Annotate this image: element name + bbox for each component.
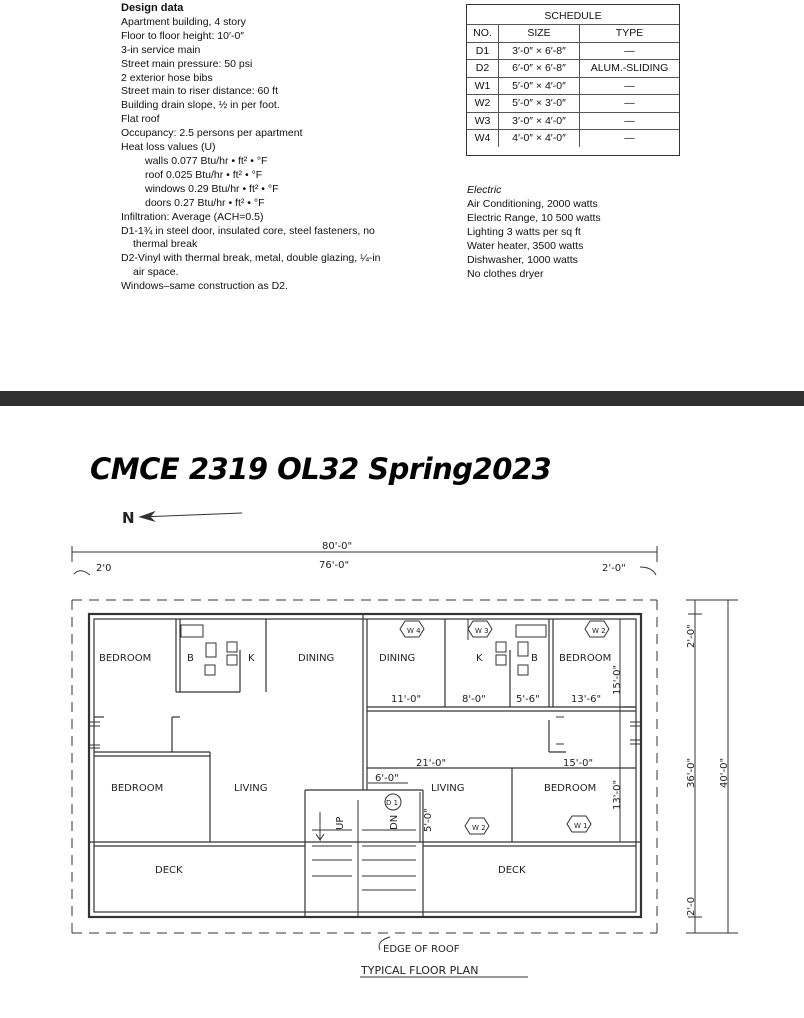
- schedule-cell: —: [580, 130, 680, 147]
- room-deck: DECK: [155, 865, 183, 876]
- stairs: [312, 800, 416, 917]
- plan-caption: TYPICAL FLOOR PLAN: [361, 964, 479, 977]
- tag-w1: W 1: [574, 822, 588, 830]
- room-bedroom: BEDROOM: [111, 783, 164, 794]
- schedule-cell: 6′-0″ × 6′-8″: [499, 60, 580, 78]
- stair-up-label: UP: [335, 816, 346, 830]
- course-title: CMCE 2319 OL32 Spring2023: [90, 452, 552, 486]
- north-arrow: [140, 512, 242, 521]
- room-bedroom: BEDROOM: [544, 783, 597, 794]
- u-value-line: roof 0.025 Btu/hr • ft² • °F: [145, 168, 263, 181]
- room-dining: DINING: [298, 653, 335, 664]
- room-kitchen: K: [476, 653, 483, 664]
- tag-w4: W 4: [407, 627, 421, 635]
- design-line: Street main pressure: 50 psi: [121, 57, 253, 70]
- design-line: Flat roof: [121, 113, 160, 126]
- electric-title: Electric: [467, 184, 502, 196]
- dim-36-0: 36'-0": [686, 757, 697, 788]
- design-line: 3-in service main: [121, 43, 201, 56]
- design-line: Apartment building, 4 story: [121, 15, 246, 28]
- infiltration-line: Infiltration: Average (ACH=0.5): [121, 210, 264, 223]
- schedule-header: TYPE: [580, 25, 680, 43]
- u-value-line: walls 0.077 Btu/hr • ft² • °F: [145, 154, 268, 167]
- right-overhang-dimension: 2'-0": [602, 563, 626, 574]
- electric-line: Water heater, 3500 watts: [467, 240, 584, 252]
- electric-line: Air Conditioning, 2000 watts: [467, 198, 598, 210]
- electric-line: No clothes dryer: [467, 268, 544, 280]
- schedule-cell: D1: [467, 42, 499, 60]
- dim-5-0: 5'-0": [423, 808, 434, 832]
- schedule-cell: 5′-0″ × 4′-0″: [499, 77, 580, 95]
- schedule-cell: —: [580, 112, 680, 130]
- d2-line-cont: air space.: [133, 266, 179, 279]
- schedule-header: NO.: [467, 25, 499, 43]
- design-line: Occupancy: 2.5 persons per apartment: [121, 127, 303, 140]
- room-deck: DECK: [498, 865, 526, 876]
- schedule-cell: 4′-0″ × 4′-0″: [499, 130, 580, 147]
- schedule-cell: W2: [467, 95, 499, 113]
- dim-2-0-bottom: 2'-0: [686, 896, 697, 916]
- dim-6-0: 6'-0": [375, 773, 399, 784]
- dim-40-0: 40'-0": [719, 757, 730, 788]
- u-value-line: windows 0.29 Btu/hr • ft² • °F: [145, 182, 279, 195]
- overall-dimension-lines: [72, 546, 657, 575]
- tag-w2: W 2: [592, 627, 606, 635]
- dim-8-0: 8'-0": [462, 694, 486, 705]
- d1-line-cont: thermal break: [133, 238, 198, 251]
- windows-line: Windows–same construction as D2.: [121, 280, 288, 293]
- schedule-header: SIZE: [499, 25, 580, 43]
- design-line: Street main to riser distance: 60 ft: [121, 85, 278, 98]
- dim-13-6: 13'-6": [571, 694, 602, 705]
- north-label: N: [122, 509, 135, 527]
- design-data-title: Design data: [121, 2, 184, 14]
- room-kitchen: K: [248, 653, 255, 664]
- dim-21-0: 21'-0": [416, 758, 447, 769]
- left-overhang-dimension: 2'0: [96, 563, 112, 574]
- electric-line: Electric Range, 10 500 watts: [467, 212, 601, 224]
- dim-2-0-top: 2'-0": [686, 624, 697, 648]
- dim-5-6: 5'-6": [516, 694, 540, 705]
- dim-13-0: 13'-0": [612, 779, 623, 810]
- room-dining: DINING: [379, 653, 416, 664]
- schedule-cell: —: [580, 42, 680, 60]
- dim-11-0: 11'-0": [391, 694, 422, 705]
- electric-line: Dishwasher, 1000 watts: [467, 254, 578, 266]
- design-line: Floor to floor height: 10′-0″: [121, 29, 245, 42]
- room-living: LIVING: [234, 783, 268, 794]
- schedule-cell: W4: [467, 130, 499, 147]
- schedule-cell: 3′-0″ × 6′-8″: [499, 42, 580, 60]
- dim-15-0b: 15'-0": [563, 758, 594, 769]
- d1-line: D1-1¾ in steel door, insulated core, steel fasteners, no: [121, 224, 375, 237]
- schedule-cell: W1: [467, 77, 499, 95]
- design-line: 2 exterior hose bibs: [121, 71, 213, 84]
- overall-dimension: 80'-0": [322, 541, 353, 552]
- dim-15-0a: 15'-0": [612, 664, 623, 695]
- schedule-cell: —: [580, 95, 680, 113]
- schedule-cell: D2: [467, 60, 499, 78]
- schedule-cell: 5′-0″ × 3′-0″: [499, 95, 580, 113]
- room-bedroom: BEDROOM: [99, 653, 152, 664]
- tag-w2: W 2: [472, 824, 486, 832]
- edge-of-roof-label: EDGE OF ROOF: [383, 944, 460, 955]
- u-value-line: doors 0.27 Btu/hr • ft² • °F: [145, 196, 265, 209]
- room-bath: B: [531, 653, 538, 664]
- stair-down-label: DN: [389, 814, 400, 830]
- electric-line: Lighting 3 watts per sq ft: [467, 226, 581, 238]
- inner-dimension: 76'-0": [319, 560, 350, 571]
- schedule-cell: 3′-0″ × 4′-0″: [499, 112, 580, 130]
- design-line: Building drain slope, ½ in per foot.: [121, 99, 280, 112]
- schedule-cell: ALUM.-SLIDING: [580, 60, 680, 78]
- schedule-cell: —: [580, 77, 680, 95]
- design-line: Heat loss values (U): [121, 141, 216, 154]
- room-bath: B: [187, 653, 194, 664]
- d2-line: D2-Vinyl with thermal break, metal, double glazing, ¼-in: [121, 252, 381, 265]
- schedule-cell: W3: [467, 112, 499, 130]
- room-bedroom: BEDROOM: [559, 653, 612, 664]
- schedule-title: SCHEDULE: [544, 10, 602, 22]
- plan-labels: [96, 509, 730, 977]
- room-living: LIVING: [431, 783, 465, 794]
- tag-d1: D 1: [386, 799, 399, 807]
- tag-w3: W 3: [475, 627, 489, 635]
